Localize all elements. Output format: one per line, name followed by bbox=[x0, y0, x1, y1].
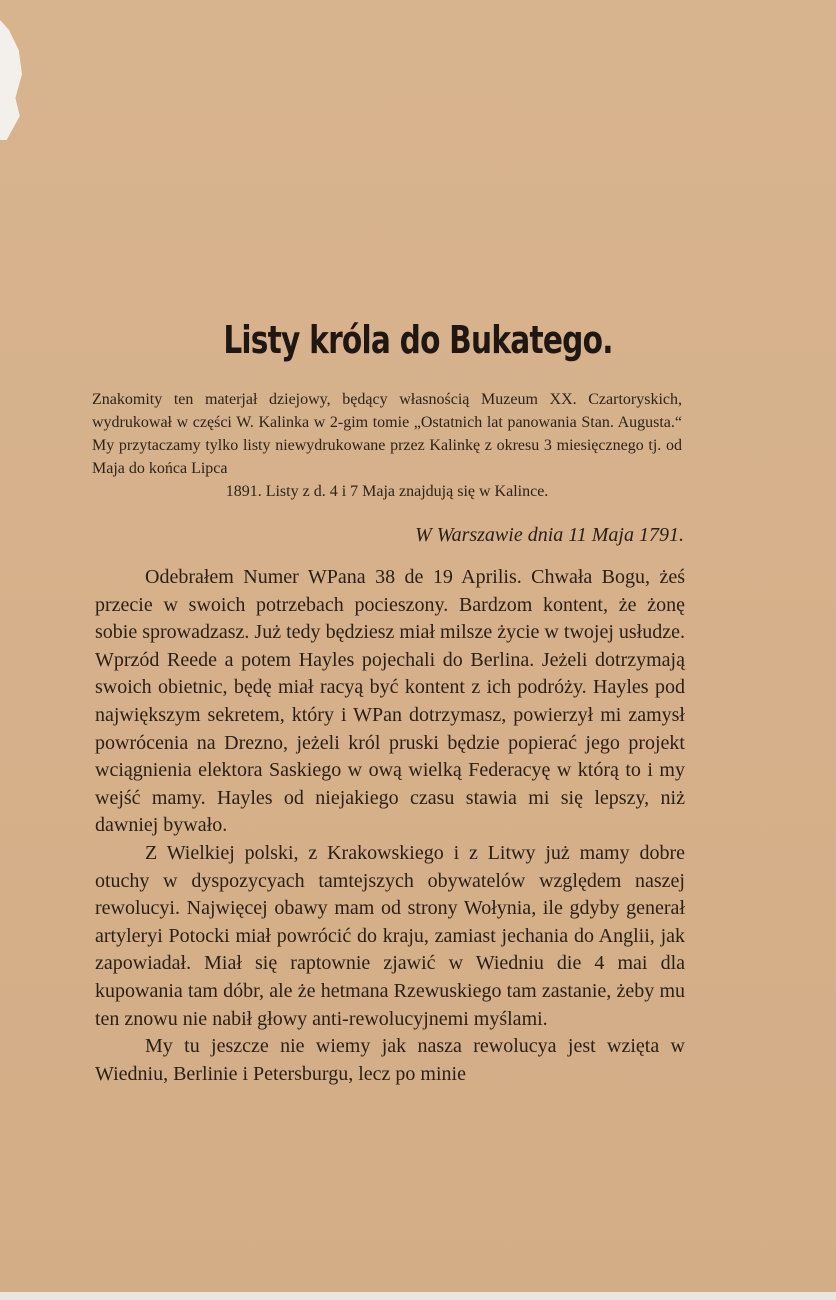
paragraph-3: My tu jeszcze nie wiemy jak nasza rewolucya jest wzięta w Wiedniu, Berlinie i Petersburgu, lecz po minie bbox=[95, 1035, 685, 1085]
intro-text: Znakomity ten materjał dziejowy, będący własnością Muzeum XX. Czartoryskich, wydrukował w części W. Kalinka w 2-gim tomie „Ostatnich lat panowania Stan. Augusta.“ My przytaczamy tylko listy niewydrukowane przez Kalinkę z okresu 3 miesięcznego tj. od Maja do końca Lipca bbox=[92, 391, 682, 477]
letter-dateline: W Warszawie dnia 11 Maja 1791. bbox=[415, 524, 684, 546]
letter-body bbox=[95, 564, 685, 1088]
page-title: Listy króla do Bukatego. bbox=[223, 318, 613, 362]
intro-note bbox=[92, 388, 682, 503]
torn-edge bbox=[0, 20, 22, 140]
page-bottom-edge bbox=[0, 1292, 836, 1300]
paragraph-1: Odebrałem Numer WPana 38 de 19 Aprilis. Chwała Bogu, żeś przecie w swoich potrzebach pocieszony. Bardzom kontent, że żonę sobie sprowadzasz. Już tedy będziesz miał milsze życie w twojej usłudze. Wprzód Reede a potem Hayles pojechali do Berlina. Jeżeli dotrzymają swoich obietnic, będę miał racyą być kontent z ich podróży. Hayles pod największym sekretem, który i WPan dotrzymasz, powierzył mi zamysł powrócenia na Drezno, jeżeli król pruski będzie popierać jego projekt wciągnienia elektora Saskiego w ową wielką Federacyę w którą to i my wejść mamy. Hayles od niejakiego czasu stawia mi się lepszy, niż dawniej bywało. bbox=[95, 566, 685, 837]
intro-last-line: 1891. Listy z d. 4 i 7 Maja znajdują się w Kalince. bbox=[225, 483, 549, 500]
paragraph-2: Z Wielkiej polski, z Krakowskiego i z Litwy już mamy dobre otuchy w dyspozycyach tamtejszych obywatelów względem naszej rewolucyi. Najwięcej obawy mam od strony Wołynia, ile gdyby generał artyleryi Potocki miał powrócić do kraju, zamiast jechania do Anglii, jak zapowiadał. Miał się raptownie zjawić w Wiedniu die 4 mai dla kupowania tam dóbr, ale że hetmana Rzewuskiego tam zastanie, żeby mu ten znowu nie nabił głowy anti-rewolucyjnemi myślami. bbox=[95, 841, 685, 1030]
